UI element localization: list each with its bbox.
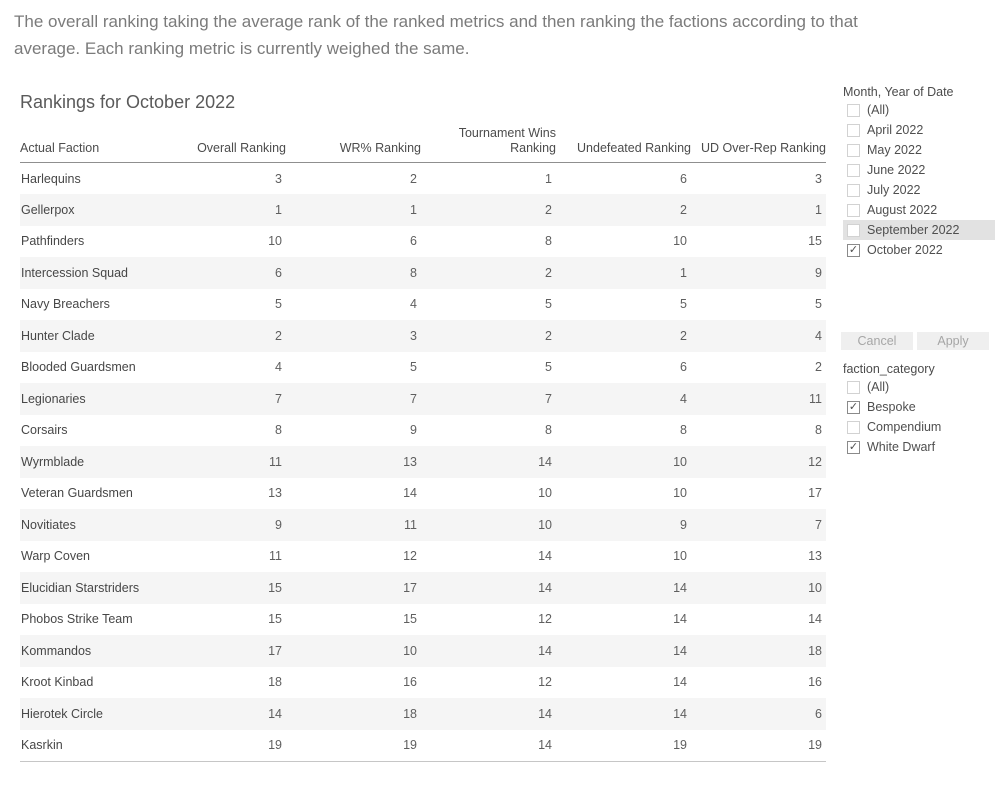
faction-name-cell[interactable]: Intercession Squad <box>21 265 129 280</box>
checkbox-unchecked-icon[interactable] <box>847 421 860 434</box>
rank-value-cell[interactable]: 13 <box>808 549 822 564</box>
faction-name-cell[interactable]: Corsairs <box>21 423 68 438</box>
rank-value-cell[interactable]: 12 <box>538 612 552 627</box>
rank-value-cell[interactable]: 14 <box>538 454 552 469</box>
filter-item-label: July 2022 <box>867 183 921 197</box>
rank-value-cell[interactable]: 18 <box>403 706 417 721</box>
rank-value-cell[interactable]: 5 <box>410 360 417 375</box>
rank-value-cell[interactable]: 8 <box>545 423 552 438</box>
rank-value-cell[interactable]: 10 <box>673 454 687 469</box>
rank-value-cell[interactable]: 5 <box>275 297 282 312</box>
month-filter-items <box>843 100 995 260</box>
filter-item-compendium[interactable] <box>843 417 995 437</box>
faction-name-cell[interactable]: Kasrkin <box>20 730 151 762</box>
rank-value-cell[interactable]: 11 <box>809 391 822 406</box>
rank-value-cell[interactable]: 16 <box>808 675 822 690</box>
rank-value-cell[interactable]: 9 <box>410 423 417 438</box>
rank-value-cell[interactable]: 2 <box>680 328 687 343</box>
rank-value-cell[interactable]: 3 <box>410 328 417 343</box>
table-row <box>20 541 826 573</box>
rank-value-cell[interactable]: 14 <box>421 730 556 762</box>
rank-value-cell[interactable]: 2 <box>275 328 282 343</box>
rank-value-cell[interactable]: 4 <box>410 297 417 312</box>
faction-name-cell[interactable]: Kroot Kinbad <box>21 675 94 690</box>
rank-value-cell[interactable]: 6 <box>410 234 417 249</box>
filter-item-bespoke[interactable] <box>843 397 995 417</box>
rank-value-cell[interactable]: 16 <box>403 675 417 690</box>
rank-value-cell[interactable]: 14 <box>673 675 687 690</box>
filter-item-label: (All) <box>867 380 890 394</box>
rank-value-cell[interactable]: 14 <box>538 549 552 564</box>
rank-value-cell[interactable]: 14 <box>403 486 417 501</box>
filter-item-label: October 2022 <box>867 243 943 257</box>
rank-value-cell[interactable]: 14 <box>673 612 687 627</box>
column-header-actual-faction[interactable]: Actual Faction <box>20 126 151 163</box>
rank-value-cell[interactable]: 17 <box>808 486 822 501</box>
checkbox-unchecked-icon[interactable] <box>847 124 860 137</box>
rankings-table <box>20 126 826 762</box>
checkbox-unchecked-icon[interactable] <box>847 224 860 237</box>
rank-value-cell[interactable]: 4 <box>275 360 282 375</box>
table-row <box>20 163 826 195</box>
rank-value-cell[interactable]: 18 <box>808 643 822 658</box>
filter-item-label: June 2022 <box>867 163 926 177</box>
table-row <box>20 604 826 636</box>
rank-value-cell[interactable]: 9 <box>815 265 822 280</box>
rank-value-cell[interactable]: 1 <box>275 202 282 217</box>
rank-value-cell[interactable]: 11 <box>269 454 282 469</box>
rank-value-cell[interactable]: 1 <box>815 202 822 217</box>
rank-value-cell[interactable]: 17 <box>268 643 282 658</box>
rank-value-cell[interactable]: 3 <box>275 171 282 186</box>
table-row <box>20 446 826 478</box>
table-row <box>20 320 826 352</box>
checkbox-checked-icon[interactable]: ✓ <box>848 243 859 256</box>
apply-button[interactable]: Apply <box>917 332 989 350</box>
table-row <box>20 194 826 226</box>
rank-value-cell[interactable]: 5 <box>545 360 552 375</box>
faction-name-cell[interactable]: Novitiates <box>21 517 76 532</box>
category-filter-items <box>843 377 995 457</box>
rank-value-cell[interactable]: 10 <box>538 486 552 501</box>
rank-value-cell[interactable]: 5 <box>680 297 687 312</box>
checkbox-unchecked-icon[interactable] <box>847 144 860 157</box>
rank-value-cell[interactable]: 2 <box>815 360 822 375</box>
column-header-overall-ranking[interactable]: Overall Ranking <box>151 126 286 163</box>
rank-value-cell[interactable]: 14 <box>673 643 687 658</box>
rank-value-cell[interactable]: 18 <box>268 675 282 690</box>
table-body <box>20 163 826 762</box>
filter-item-all[interactable] <box>843 377 995 397</box>
rank-value-cell[interactable]: 14 <box>268 706 282 721</box>
filter-item-label: April 2022 <box>867 123 924 137</box>
filter-panel <box>843 84 995 457</box>
faction-name-cell[interactable]: Phobos Strike Team <box>21 612 133 627</box>
filter-item-label: (All) <box>867 103 890 117</box>
rank-value-cell[interactable]: 10 <box>403 643 417 658</box>
rank-value-cell[interactable]: 14 <box>673 580 687 595</box>
sheet-title: Rankings for October 2022 <box>20 92 236 112</box>
rank-value-cell[interactable]: 2 <box>410 171 417 186</box>
category-filter-title: faction_category <box>843 362 935 376</box>
rank-value-cell[interactable]: 15 <box>268 612 282 627</box>
checkbox-unchecked-icon[interactable] <box>847 164 860 177</box>
column-header-wr-ranking[interactable]: WR% Ranking <box>286 126 421 163</box>
checkbox-checked-icon[interactable]: ✓ <box>848 440 859 453</box>
month-filter-title: Month, Year of Date <box>843 85 954 99</box>
checkbox-checked-icon[interactable]: ✓ <box>848 400 859 413</box>
filter-item-august-2022[interactable] <box>843 200 995 220</box>
rank-value-cell[interactable]: 4 <box>815 328 822 343</box>
filter-item-may-2022[interactable] <box>843 140 995 160</box>
rank-value-cell[interactable]: 14 <box>538 580 552 595</box>
rank-value-cell[interactable]: 6 <box>275 265 282 280</box>
rank-value-cell[interactable]: 7 <box>275 391 282 406</box>
rank-value-cell[interactable]: 13 <box>403 454 417 469</box>
table-row <box>20 667 826 699</box>
filter-item-october-2022[interactable] <box>843 240 995 260</box>
rank-value-cell[interactable]: 10 <box>673 486 687 501</box>
faction-name-cell[interactable]: Harlequins <box>21 171 81 186</box>
table-row <box>20 730 826 762</box>
faction-name-cell[interactable]: Wyrmblade <box>21 454 85 469</box>
rank-value-cell[interactable]: 12 <box>808 454 822 469</box>
filter-item-label: August 2022 <box>867 203 938 217</box>
rank-value-cell[interactable]: 11 <box>404 517 417 532</box>
rank-value-cell[interactable]: 5 <box>815 297 822 312</box>
table-row <box>20 635 826 667</box>
filter-item-april-2022[interactable] <box>843 120 995 140</box>
rank-value-cell[interactable]: 19 <box>286 730 421 762</box>
rank-value-cell[interactable]: 15 <box>268 580 282 595</box>
filter-item-label: Bespoke <box>867 400 916 414</box>
table-header-row <box>20 126 826 163</box>
rank-value-cell[interactable]: 6 <box>680 360 687 375</box>
rank-value-cell[interactable]: 7 <box>545 391 552 406</box>
rank-value-cell[interactable]: 15 <box>808 234 822 249</box>
rank-value-cell[interactable]: 10 <box>673 234 687 249</box>
faction-name-cell[interactable]: Hierotek Circle <box>21 706 103 721</box>
rank-value-cell[interactable]: 5 <box>545 297 552 312</box>
rank-value-cell[interactable]: 11 <box>269 549 282 564</box>
rank-value-cell[interactable]: 10 <box>808 580 822 595</box>
rank-value-cell[interactable]: 1 <box>680 265 687 280</box>
table-row <box>20 289 826 321</box>
filter-item-june-2022[interactable] <box>843 160 995 180</box>
filter-item-july-2022[interactable] <box>843 180 995 200</box>
table-row <box>20 383 826 415</box>
rank-value-cell[interactable]: 6 <box>680 171 687 186</box>
dashboard-description: The overall ranking taking the average rank of the ranked metrics and then ranking the factions according to that average. Each ranking metric is currently weighed the same. <box>14 12 858 58</box>
rank-value-cell[interactable]: 10 <box>673 549 687 564</box>
faction-name-cell[interactable]: Veteran Guardsmen <box>21 486 133 501</box>
rank-value-cell[interactable]: 1 <box>545 171 552 186</box>
filter-item-label: White Dwarf <box>867 440 936 454</box>
filter-item-label: May 2022 <box>867 143 922 157</box>
category-filter-section <box>843 361 995 457</box>
faction-name-cell[interactable]: Gellerpox <box>21 202 75 217</box>
rank-value-cell[interactable]: 12 <box>538 675 552 690</box>
rank-value-cell[interactable]: 8 <box>275 423 282 438</box>
filter-buttons-row <box>841 332 995 350</box>
rank-value-cell[interactable]: 9 <box>680 517 687 532</box>
rank-value-cell[interactable]: 14 <box>808 612 822 627</box>
faction-name-cell[interactable]: Elucidian Starstriders <box>21 580 140 595</box>
column-header-ud-over-rep-ranking[interactable]: UD Over-Rep Ranking <box>691 126 826 163</box>
checkbox-unchecked-icon[interactable] <box>847 104 860 117</box>
faction-name-cell[interactable]: Hunter Clade <box>21 328 95 343</box>
table-row <box>20 478 826 510</box>
table-row <box>20 509 826 541</box>
rank-value-cell[interactable]: 7 <box>410 391 417 406</box>
rank-value-cell[interactable]: 17 <box>403 580 417 595</box>
rank-value-cell[interactable]: 8 <box>410 265 417 280</box>
rank-value-cell[interactable]: 2 <box>545 202 552 217</box>
filter-item-white-dwarf[interactable] <box>843 437 995 457</box>
faction-name-cell[interactable]: Legionaries <box>21 391 86 406</box>
rank-value-cell[interactable]: 9 <box>275 517 282 532</box>
rank-value-cell[interactable]: 12 <box>403 549 417 564</box>
table-row <box>20 257 826 289</box>
faction-name-cell[interactable]: Blooded Guardsmen <box>21 360 136 375</box>
table-row <box>20 698 826 730</box>
cancel-button[interactable]: Cancel <box>841 332 913 350</box>
rank-value-cell[interactable]: 10 <box>538 517 552 532</box>
rank-value-cell[interactable]: 14 <box>673 706 687 721</box>
rank-value-cell[interactable]: 4 <box>680 391 687 406</box>
rank-value-cell[interactable]: 1 <box>410 202 417 217</box>
rank-value-cell[interactable]: 19 <box>151 730 286 762</box>
filter-item-label: September 2022 <box>867 223 960 237</box>
rank-value-cell[interactable]: 15 <box>403 612 417 627</box>
checkbox-unchecked-icon[interactable] <box>847 204 860 217</box>
checkbox-unchecked-icon[interactable] <box>847 381 860 394</box>
rank-value-cell[interactable]: 2 <box>545 328 552 343</box>
rank-value-cell[interactable]: 8 <box>815 423 822 438</box>
rank-value-cell[interactable]: 19 <box>691 730 826 762</box>
rank-value-cell[interactable]: 2 <box>680 202 687 217</box>
column-header-tournament-wins-ranking[interactable]: Tournament Wins Ranking <box>421 126 556 163</box>
table-row <box>20 415 826 447</box>
rank-value-cell[interactable]: 10 <box>268 234 282 249</box>
rank-value-cell[interactable]: 2 <box>545 265 552 280</box>
checkbox-unchecked-icon[interactable] <box>847 184 860 197</box>
filter-item-label: Compendium <box>867 420 942 434</box>
rank-value-cell[interactable]: 13 <box>268 486 282 501</box>
table-row <box>20 352 826 384</box>
rank-value-cell[interactable]: 14 <box>538 643 552 658</box>
table-row <box>20 226 826 258</box>
faction-name-cell[interactable]: Warp Coven <box>21 549 91 564</box>
faction-name-cell[interactable]: Pathfinders <box>21 234 85 249</box>
rank-value-cell[interactable]: 3 <box>815 171 822 186</box>
faction-name-cell[interactable]: Navy Breachers <box>21 297 110 312</box>
rank-value-cell[interactable]: 14 <box>538 706 552 721</box>
rank-value-cell[interactable]: 7 <box>815 517 822 532</box>
rank-value-cell[interactable]: 6 <box>815 706 822 721</box>
rank-value-cell[interactable]: 8 <box>545 234 552 249</box>
filter-item-september-2022[interactable] <box>843 220 995 240</box>
rank-value-cell[interactable]: 19 <box>556 730 691 762</box>
faction-name-cell[interactable]: Kommandos <box>21 643 92 658</box>
table-row <box>20 572 826 604</box>
column-header-undefeated-ranking[interactable]: Undefeated Ranking <box>556 126 691 163</box>
rank-value-cell[interactable]: 8 <box>680 423 687 438</box>
filter-item-all[interactable] <box>843 100 995 120</box>
